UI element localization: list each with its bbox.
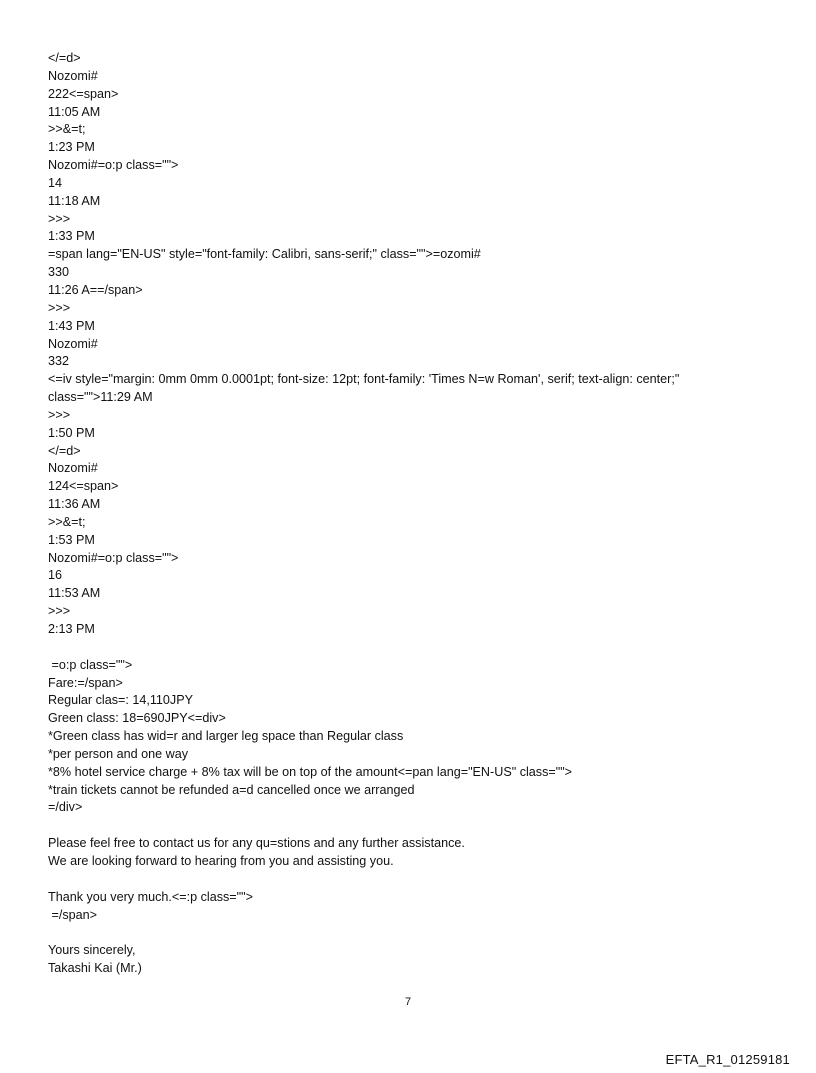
document-line: *Green class has wid=r and larger leg space than Regular class bbox=[48, 729, 404, 744]
document-line: =span lang="EN-US" style="font-family: Calibri, sans-serif;" class="">=ozomi# bbox=[48, 247, 481, 262]
document-line: =/div> bbox=[48, 800, 83, 815]
document-line: 11:53 AM bbox=[48, 586, 101, 601]
document-line: Fare:=/span> bbox=[48, 675, 123, 690]
document-line: 1:53 PM bbox=[48, 532, 95, 547]
document-line: class="">11:29 AM bbox=[48, 390, 153, 405]
document-line: 16 bbox=[48, 568, 63, 583]
document-line: 11:18 AM bbox=[48, 193, 101, 208]
document-line: 1:23 PM bbox=[48, 140, 95, 155]
document-line: </=d> bbox=[48, 443, 81, 458]
document-line: Nozomi#=o:p class=""> bbox=[48, 550, 179, 565]
document-line: =o:p class=""> bbox=[48, 657, 133, 672]
document-line: 332 bbox=[48, 354, 70, 369]
document-line bbox=[48, 817, 788, 835]
document-line bbox=[48, 924, 788, 942]
document-line: Regular clas=: 14,110JPY bbox=[48, 693, 194, 708]
document-line: 11:05 AM bbox=[48, 104, 101, 119]
document-line: Please feel free to contact us for any qu=stions and any further assistance. bbox=[48, 836, 465, 851]
document-line bbox=[48, 639, 788, 657]
document-line: *8% hotel service charge + 8% tax will be on top of the amount<=pan lang="EN-US" class=""> bbox=[48, 764, 573, 779]
document-line: 11:26 A==/span> bbox=[48, 282, 143, 297]
document-line: Nozomi# bbox=[48, 336, 98, 351]
document-line: We are looking forward to hearing from you and assisting you. bbox=[48, 853, 394, 868]
document-line: >>&=t; bbox=[48, 122, 86, 137]
document-line: 14 bbox=[48, 175, 63, 190]
document-line: Nozomi#=o:p class=""> bbox=[48, 158, 179, 173]
document-line: Thank you very much.<=:p class=""> bbox=[48, 889, 253, 904]
document-line: *per person and one way bbox=[48, 746, 189, 761]
document-line: Green class: 18=690JPY<=div> bbox=[48, 711, 226, 726]
document-line: 1:50 PM bbox=[48, 425, 95, 440]
document-body bbox=[48, 50, 788, 978]
document-line: >>> bbox=[48, 300, 71, 315]
document-line: 2:13 PM bbox=[48, 622, 95, 636]
page-number: 7 bbox=[404, 996, 412, 1008]
document-line: >>> bbox=[48, 407, 71, 422]
document-line: >>> bbox=[48, 211, 71, 226]
document-line: =/span> bbox=[48, 907, 98, 922]
bates-number: EFTA_R1_01259181 bbox=[665, 1052, 790, 1067]
document-line: <=iv style="margin: 0mm 0mm 0.0001pt; font-size: 12pt; font-family: 'Times N=w Roman', serif; text-align: center;" bbox=[48, 372, 680, 387]
document-line: 124<=span> bbox=[48, 479, 119, 494]
document-line bbox=[48, 871, 788, 889]
document-line: 222<=span> bbox=[48, 86, 119, 101]
document-line: Takashi Kai (Mr.) bbox=[48, 961, 142, 976]
document-line: >>&=t; bbox=[48, 514, 86, 529]
document-line: </=d> bbox=[48, 51, 81, 65]
document-line: 1:33 PM bbox=[48, 229, 95, 244]
document-line: >>> bbox=[48, 604, 71, 619]
document-line: 1:43 PM bbox=[48, 318, 95, 333]
document-line: 330 bbox=[48, 265, 70, 280]
document-line: 11:36 AM bbox=[48, 497, 101, 512]
document-line: Nozomi# bbox=[48, 461, 98, 476]
document-line: Nozomi# bbox=[48, 68, 98, 83]
document-line: Yours sincerely, bbox=[48, 943, 136, 958]
document-line: *train tickets cannot be refunded a=d cancelled once we arranged bbox=[48, 782, 415, 797]
